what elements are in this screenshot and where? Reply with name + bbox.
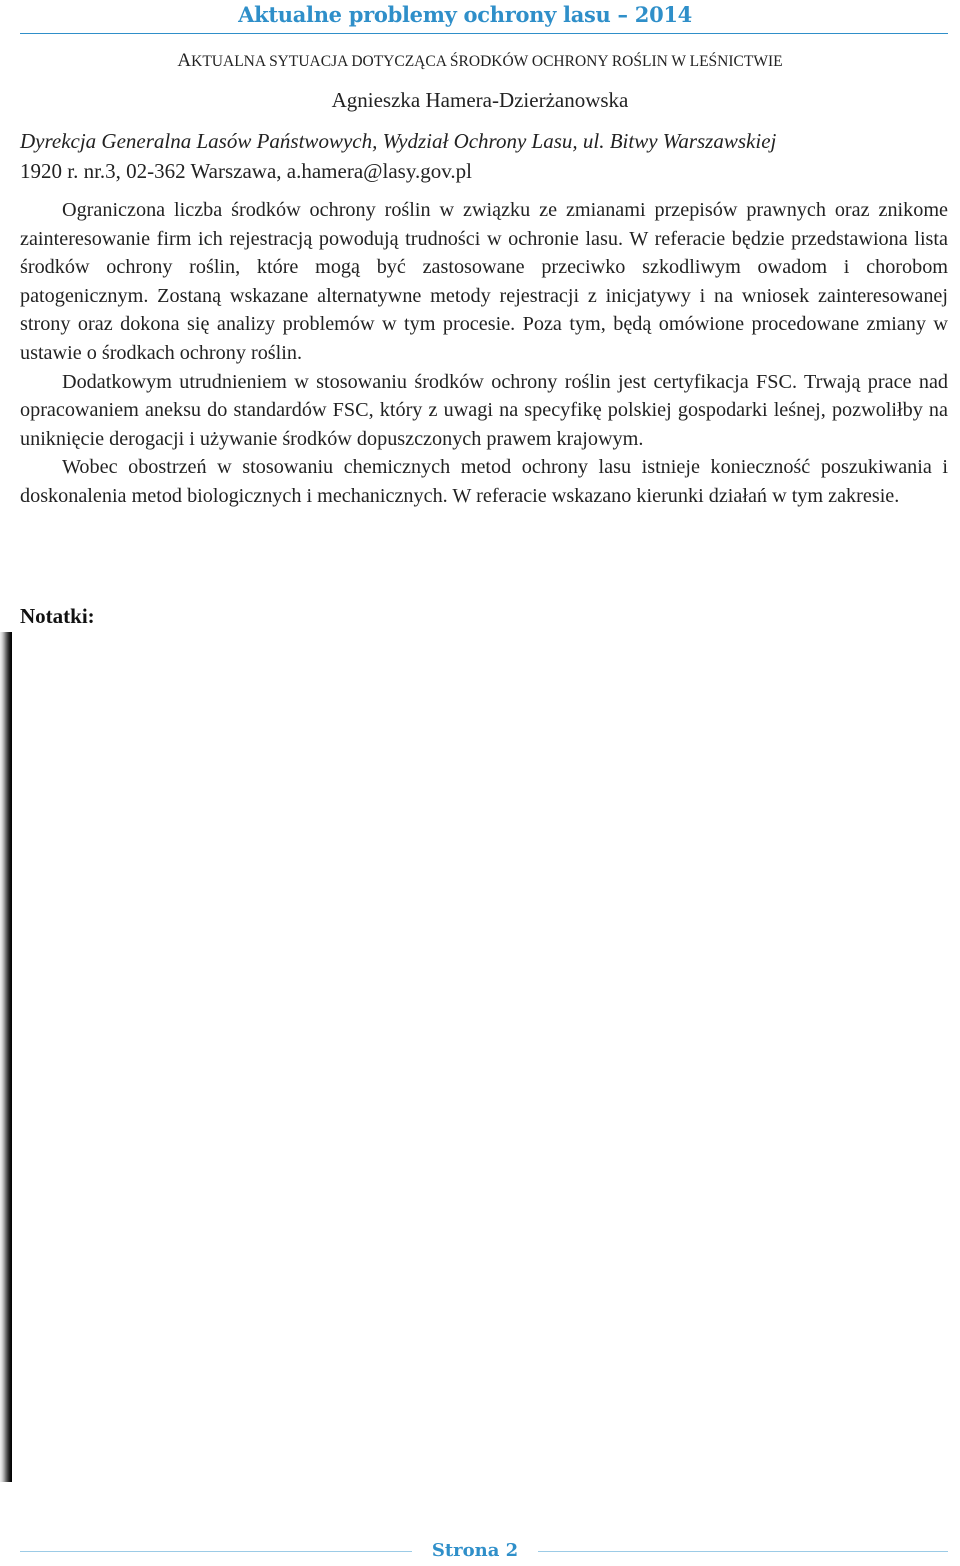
running-header-title: Aktualne problemy ochrony lasu – 2014 — [238, 2, 692, 27]
abstract-paragraph-3: Wobec obostrzeń w stosowaniu chemicznych metod ochrony lasu istnieje konieczność poszukiwania i doskonalenia metod biologicznych i mechanicznych. W referacie wskazano kierunki działań w tym zakresie. — [20, 456, 948, 507]
notes-label: Notatki: — [20, 604, 95, 628]
affiliation-address: 1920 r. nr.3, 02-362 Warszawa, a.hamera@lasy.gov.pl — [20, 159, 472, 183]
footer-divider-left — [20, 1551, 412, 1552]
author-name: Agnieszka Hamera-Dzierżanowska — [331, 88, 629, 112]
footer-divider-right — [538, 1551, 948, 1552]
article-title-rest: KTUALNA SYTUACJA DOTYCZĄCA ŚRODKÓW OCHRONY ROŚLIN W LEŚNICTWIE — [191, 53, 783, 70]
notes-margin-bar — [0, 632, 12, 1482]
abstract-paragraph-2: Dodatkowym utrudnieniem w stosowaniu środków ochrony roślin jest certyfikacja FSC. Trwają prace nad opracowaniem aneksu do standardów FSC, który z uwagi na specyfikę polskiej gospodarki leśnej, pozwoliłby na uniknięcie derogacji i używanie środków dopuszczonych prawem krajowym. — [20, 370, 948, 450]
affiliation-institution: Dyrekcja Generalna Lasów Państwowych, Wydział Ochrony Lasu, ul. Bitwy Warszawskiej — [20, 129, 777, 153]
page-number: Strona 2 — [431, 1540, 519, 1561]
article-title-initial: A — [177, 50, 192, 71]
abstract-paragraph-1: Ograniczona liczba środków ochrony roślin w związku ze zmianami przepisów prawnych oraz znikome zainteresowanie firm ich rejestracją powodują trudności w ochronie lasu. W referacie będzie przedstawiona lista środków ochrony roślin, które mogą być zastosowane przeciwko szkodliwym owadom i chorobom patogenicznym. Zostaną wskazane alternatywne metody rejestracji z inicjatywy i na wniosek zainteresowanej strony oraz dokona się analizy problemów w tym procesie. Poza tym, będą omówione procedowane zmiany w ustawie o środkach ochrony roślin. — [20, 199, 948, 364]
header-divider — [20, 33, 948, 34]
abstract-body — [20, 196, 948, 511]
author-affiliation — [20, 126, 948, 186]
article-title — [0, 50, 960, 72]
